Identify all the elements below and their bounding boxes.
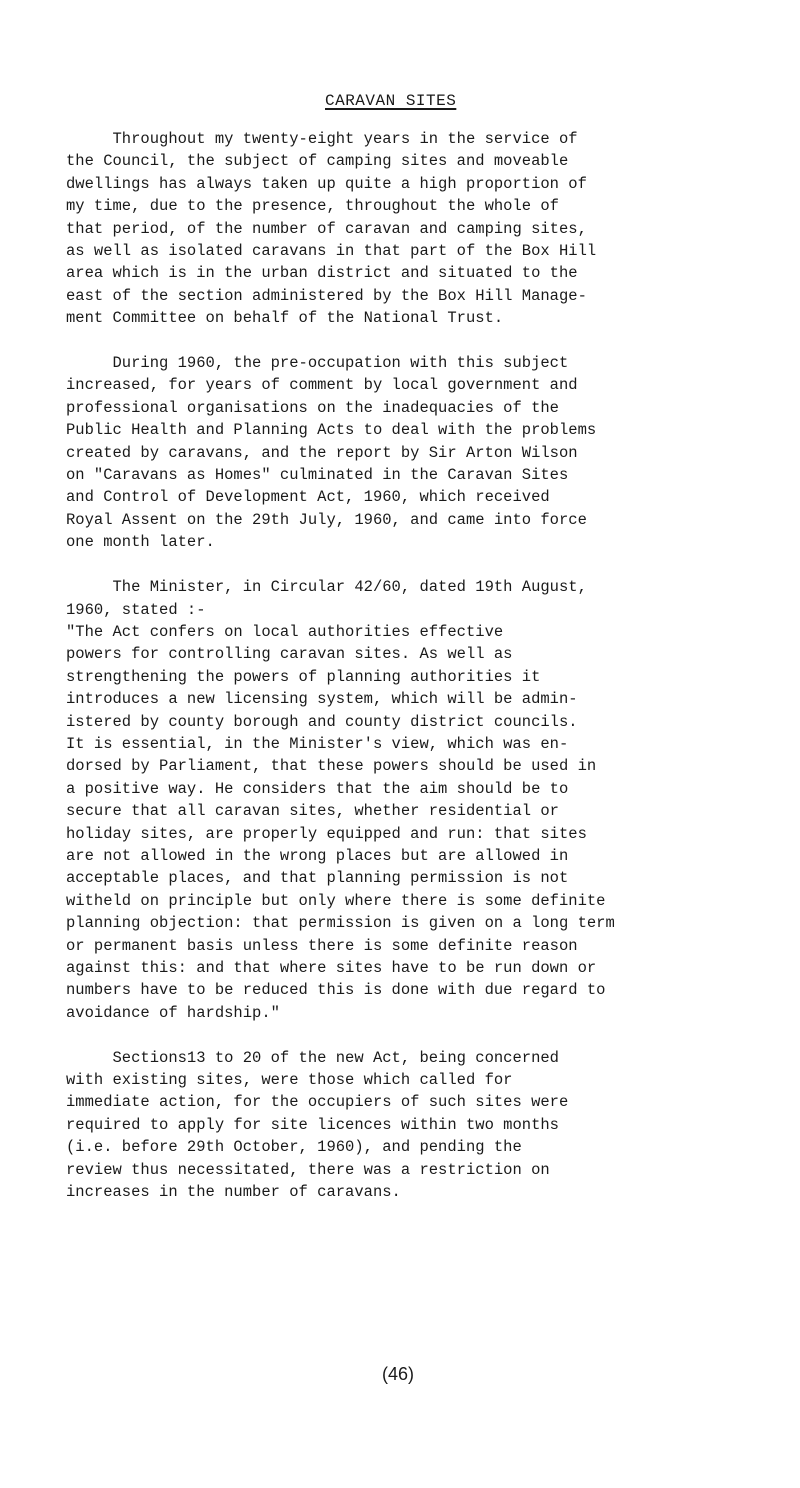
text-line: Royal Assent on the 29th July, 1960, and came into force (66, 510, 587, 529)
text-line: required to apply for site licences within two months (66, 1115, 559, 1134)
paragraph (66, 576, 766, 1024)
text-line: secure that all caravan sites, whether residential or (66, 802, 559, 821)
text-line: professional organisations on the inadequacies of the (66, 398, 559, 417)
text-line: During 1960, the pre-occupation with this subject (66, 354, 569, 373)
text-line: The Minister, in Circular 42/60, dated 19th August, (66, 578, 587, 597)
text-line: that period, of the number of caravan and camping sites, (66, 219, 587, 238)
text-line: or permanent basis unless there is some definite reason (66, 936, 578, 955)
text-line: created by caravans, and the report by Sir Arton Wilson (66, 443, 578, 462)
text-line: my time, due to the presence, throughout the whole of (66, 197, 559, 216)
text-line: the Council, the subject of camping sites and moveable (66, 152, 569, 171)
text-line: against this: and that where sites have to be run down or (66, 959, 597, 977)
text-line: as well as isolated caravans in that part of the Box Hill (66, 242, 597, 261)
text-line: and Control of Development Act, 1960, which received (66, 488, 550, 507)
text-line: dorsed by Parliament, that these powers should be used in (66, 757, 597, 776)
text-line: powers for controlling caravan sites. As well as (66, 645, 513, 664)
text-line: dwellings has always taken up quite a high proportion of (66, 174, 587, 193)
text-line: istered by county borough and county district councils. (66, 712, 578, 731)
text-line: introduces a new licensing system, which will be admin- (66, 690, 578, 709)
text-line: increased, for years of comment by local government and (66, 376, 578, 395)
text-line: Sections13 to 20 of the new Act, being concerned (66, 1048, 559, 1067)
text-line: witheld on principle but only where there is some definite (66, 891, 606, 910)
text-line: ment Committee on behalf of the National Trust. (66, 309, 504, 328)
text-line: with existing sites, were those which called for (66, 1071, 513, 1090)
text-line: Public Health and Planning Acts to deal with the problems (66, 421, 597, 440)
text-line: a positive way. He considers that the aim should be to (66, 779, 569, 798)
page-title: CARAVAN SITES (325, 92, 457, 110)
text-line: avoidance of hardship." (66, 1003, 280, 1022)
body-text (66, 128, 766, 1226)
paragraph (66, 352, 766, 554)
text-line: are not allowed in the wrong places but are allowed in (66, 846, 569, 865)
paragraph (66, 1047, 766, 1204)
text-line: Throughout my twenty-eight years in the service of (66, 130, 578, 148)
text-line: (i.e. before 29th October, 1960), and pending the (66, 1138, 522, 1157)
text-line: area which is in the urban district and situated to the (66, 264, 578, 283)
text-line: "The Act confers on local authorities effective (66, 622, 504, 641)
text-line: numbers have to be reduced this is done with due regard to (66, 981, 606, 1000)
text-line: review thus necessitated, there was a restriction on (66, 1160, 550, 1179)
text-line: planning objection: that permission is given on a long term (66, 914, 615, 933)
text-line: acceptable places, and that planning permission is not (66, 869, 569, 888)
text-line: It is essential, in the Minister's view, which was en- (66, 734, 569, 753)
text-line: east of the section administered by the Box Hill Manage- (66, 286, 587, 305)
paragraph (66, 128, 766, 330)
text-line: holiday sites, are properly equipped and run: that sites (66, 824, 587, 843)
text-line: 1960, stated :- (66, 600, 206, 619)
text-line: one month later. (66, 533, 215, 552)
page-number: (46) (382, 1364, 415, 1384)
text-line: immediate action, for the occupiers of such sites were (66, 1093, 569, 1112)
text-line: increases in the number of caravans. (66, 1183, 401, 1202)
text-line: on "Caravans as Homes" culminated in the Caravan Sites (66, 466, 569, 485)
text-line: strengthening the powers of planning authorities it (66, 667, 541, 686)
